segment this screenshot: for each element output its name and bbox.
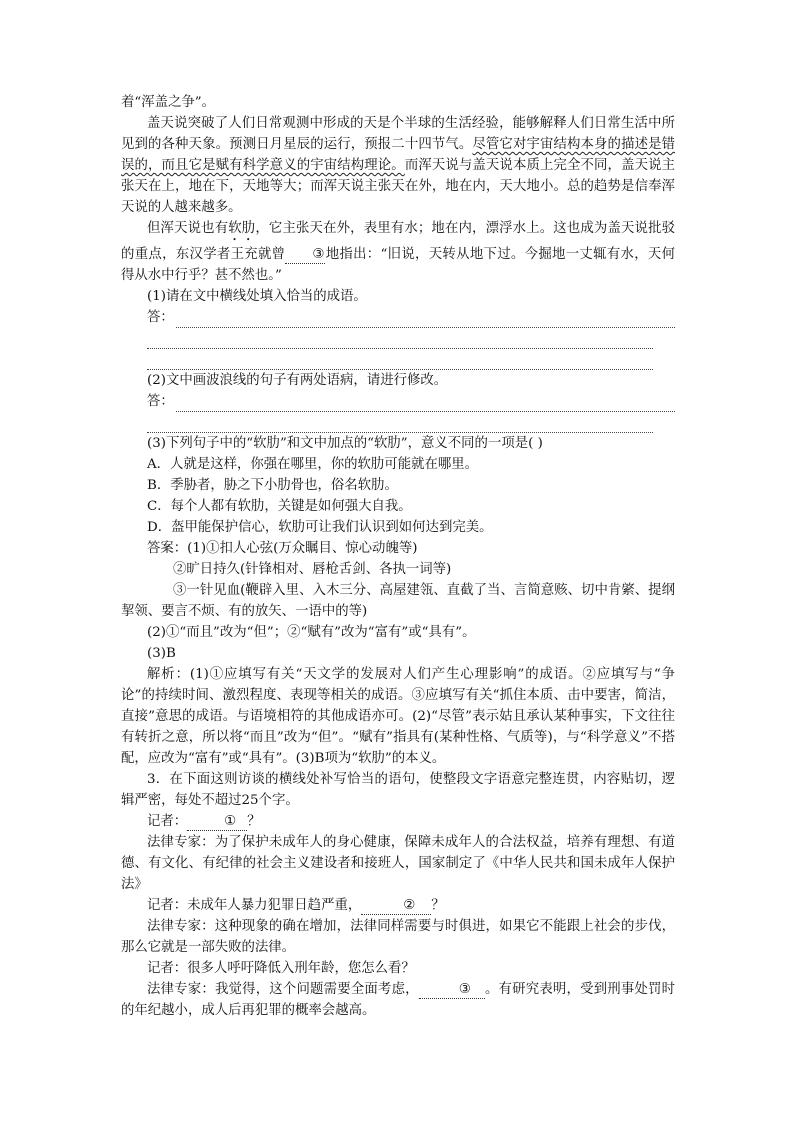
- reporter-2-text: 记者：未成年人暴力犯罪日趋严重，: [147, 898, 362, 913]
- option-b: B．季胁者，胁之下小肋骨也，俗名软肋。: [147, 478, 398, 493]
- wavy-underlined-sentence: 尽管它对宇宙结构本身的描述是错误的，而且它是赋有科学意义的宇宙结构理论。: [121, 137, 676, 173]
- answer-dotline-q1-2[interactable]: [147, 328, 653, 349]
- reporter-label-1: 记者：: [147, 814, 188, 829]
- reporter-2-end: ？: [431, 898, 445, 913]
- option-a: A．人就是这样，你强在哪里，你的软肋可能就在哪里。: [147, 457, 479, 472]
- blank-interview-3[interactable]: ③: [419, 982, 485, 999]
- interview-expert-1: 法律专家：为了保护未成年人的身心健康，保障未成年人的合法权益，培养有理想、有道德、有文化、有纪律的社会主义建设者和接班人，国家制定了《中华人民共和国未成年人保护法》: [121, 835, 675, 892]
- option-d: D．盔甲能保护信心，软肋可让我们认识到如何达到完美。: [147, 520, 493, 535]
- passage-paragraph-1: [121, 113, 675, 218]
- passage-p2-text-b: ，它主张天在外，表里有水；地在内，漂浮水上。这也成为盖天说批驳的重点，东汉学者王充就曾: [121, 221, 676, 262]
- option-c: C．每个人都有软肋，关键是如何强大自我。: [147, 499, 412, 514]
- question-1: (1)请在文中横线处填入恰当的成语。: [147, 289, 367, 304]
- passage-p2-text-a: 但浑天说也有: [147, 221, 229, 236]
- answer-dotline-q2-1[interactable]: [176, 398, 675, 412]
- expert-3-text-a: 法律专家：我觉得，这个问题需要全面考虑，: [147, 982, 419, 997]
- answer-label-q1: 答：: [147, 310, 174, 325]
- answer-dotline-q2-2[interactable]: [147, 412, 653, 433]
- answer-dotline-q1-3[interactable]: [147, 349, 653, 370]
- interview-reporter-1: [121, 811, 675, 832]
- page-content: [121, 92, 675, 1021]
- reporter-1-end: ？: [247, 814, 261, 829]
- answer-1-1: 答案：(1)①扣人心弦(万众瞩目、惊心动魄等): [147, 541, 418, 556]
- passage-p1-text-a: 盖天说突破了人们日常观测中形成的天是个半球的生活经验，能够解释人们日常生活中所见到的各种天象。预测日月星辰的运行，预报二十四节气。: [121, 116, 675, 152]
- question-3-interview: 3．在下面这则访谈的横线处补写恰当的语句，使整段文字语意完整连贯，内容贴切，逻辑严密，每处不超过25个字。: [121, 772, 675, 808]
- expert-3-text-b: 。有研究表明，受到刑事处罚时的年纪越小，成人后再犯罪的概率会越高。: [121, 982, 676, 1018]
- blank-3[interactable]: ③: [285, 247, 325, 264]
- passage-p2-text-c: 地指出：“旧说，天转从地下过。今掘地一丈辄有水，天何得从水中行乎？甚不然也。”: [121, 247, 675, 283]
- answer-3: (3)B: [147, 646, 176, 661]
- passage-line0: 着“浑盖之争”。: [121, 95, 216, 110]
- answer-row-q1[interactable]: [121, 307, 675, 328]
- answer-label-q2: 答：: [147, 394, 174, 409]
- interview-expert-3: [121, 979, 675, 1021]
- analysis: 解析：(1)①应填写有关“天文学的发展对人们产生心理影响”的成语。②应填写与“争论”的持续时间、激烈程度、表现等相关的成语。③应填写有关“抓住本质、击中要害，简洁，直接”意思的成语。与语境相符的其他成语亦可。(2)“尽管”表示姑且承认某种事实，下文往往有转折之意，所以将“而且”改为“但”。“赋有”指具有(某种性格、气质等)，与“科学意义”不搭配，应改为“富有”或“具有”。(3)B项为“软肋”的本义。: [121, 667, 675, 766]
- question-2: (2)文中画波浪线的句子有两处语病，请进行修改。: [147, 373, 448, 388]
- answer-1-2: ②旷日持久(针锋相对、唇枪舌剑、各执一词等): [173, 562, 452, 577]
- answer-1-3: ③一针见血(鞭辟入里、入木三分、高屋建瓴、直截了当、言简意赅、切中肯綮、提纲挈领、要言不烦、有的放矢、一语中的等): [121, 583, 675, 619]
- blank-interview-2[interactable]: ②: [361, 898, 431, 915]
- passage-paragraph-2: [121, 218, 675, 286]
- answer-2: (2)①“而且”改为“但”；②“赋有”改为“富有”或“具有”。: [147, 625, 476, 640]
- answer-row-q2[interactable]: [121, 391, 675, 412]
- interview-reporter-2: [121, 895, 675, 916]
- interview-reporter-3: 记者：很多人呼吁降低入刑年龄，您怎么看？: [147, 961, 415, 976]
- interview-expert-2: 法律专家：这种现象的确在增加，法律同样需要与时俱进，如果它不能跟上社会的步伐，那么它就是一部失败的法律。: [121, 919, 675, 955]
- answer-dotline-q1-1[interactable]: [176, 314, 675, 328]
- dotted-word-ruanlei: 软肋: [228, 221, 256, 236]
- passage-p1-text-b: 而浑天说与盖天说本质上完全不同，盖天说主张天在上，地在下，天地等大；而浑天说主张天在外，地在内，天大地小。总的趋势是信奉浑天说的人越来越多。: [121, 158, 676, 215]
- blank-interview-1[interactable]: ①: [187, 814, 247, 831]
- question-3: (3)下列句子中的“软肋”和文中加点的“软肋”，意义不同的一项是( ): [147, 436, 543, 451]
